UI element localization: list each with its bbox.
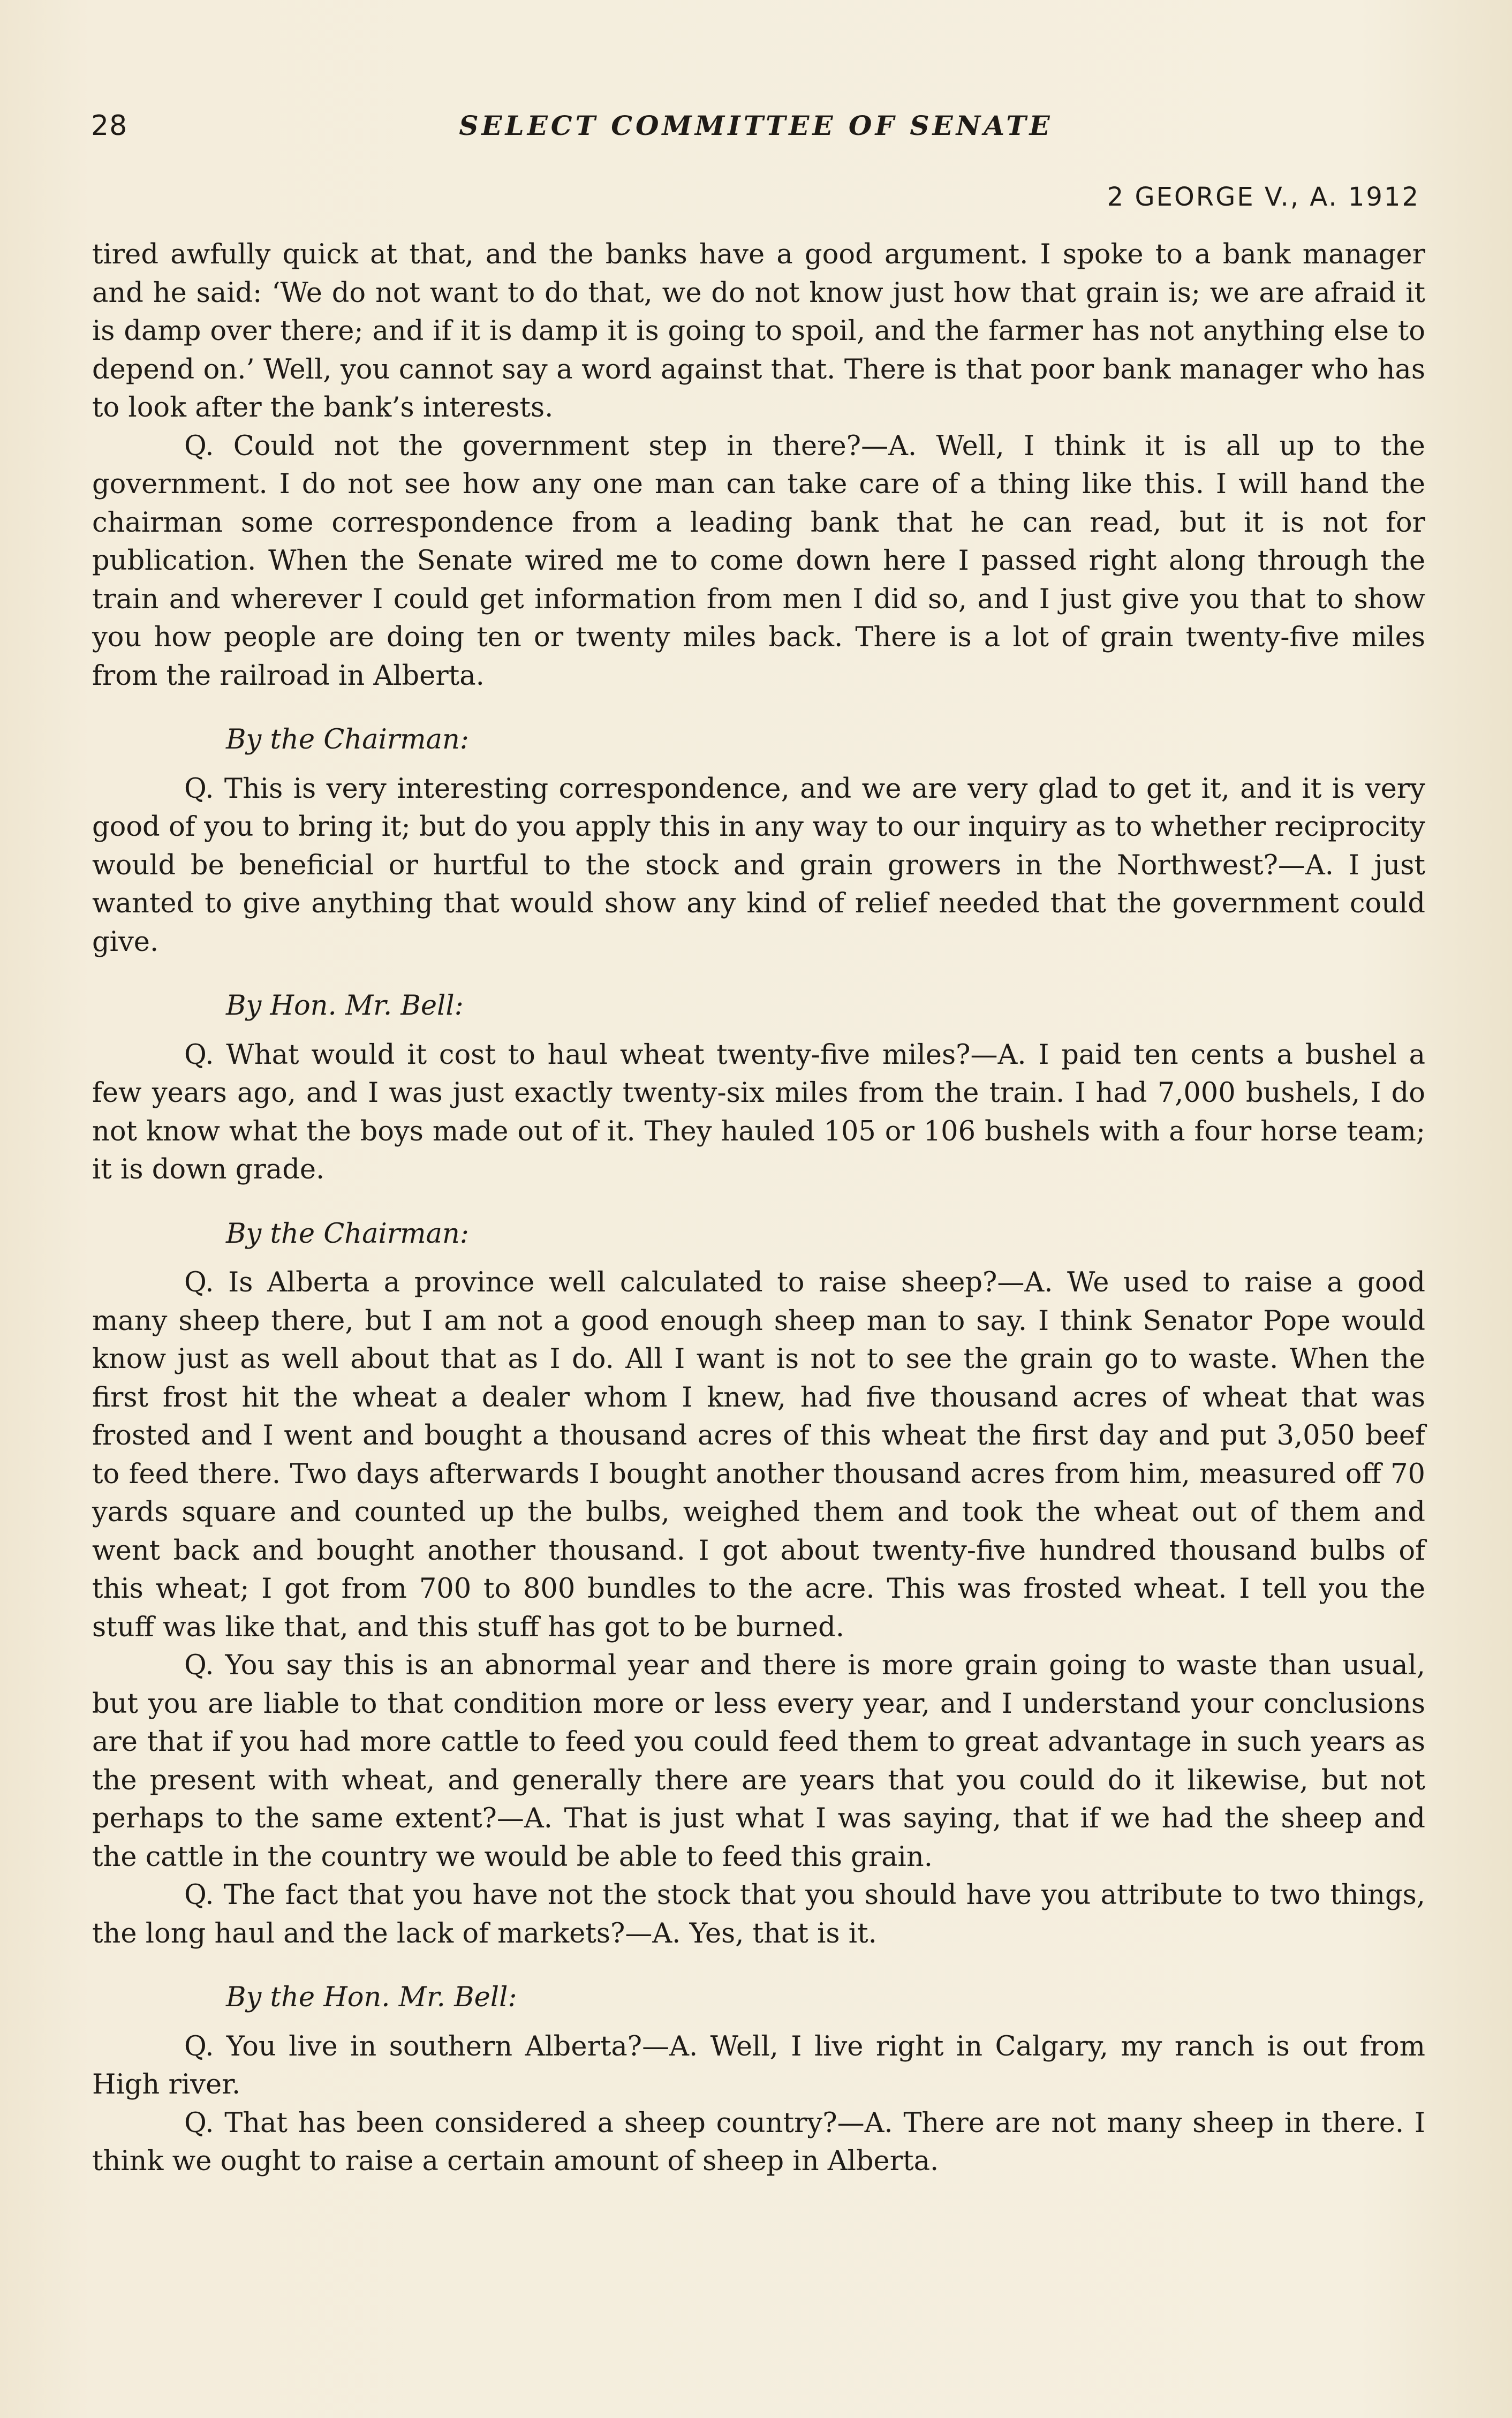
paragraph: Q. Could not the government step in there?—A. Well, I think it is all up to the government. I do not see how any one man can take care of a thing like this. I will hand the chairman some correspondence from a leading bank that he can read, but it is not for publication. When the Senate wired me to come down here I passed right along through the train and wherever I could get information from men I did so, and I just give you that to show you how people are doing ten or twenty miles back. There is a lot of grain twenty-five miles from the railroad in Alberta. (92, 430, 1425, 692)
paragraph: Q. You say this is an abnormal year and there is more grain going to waste than usual, but you are liable to that condition more or less every year, and I understand your conclusions are that if you had more cattle to feed you could feed them to great advantage in such years as the present with wheat, and generally there are years that you could do it likewise, but not perhaps to the same extent?—A. That is just what I was saying, that if we had the sheep and the cattle in the country we would be able to feed this grain. (92, 1650, 1425, 1873)
paragraph: Q. This is very interesting correspondence, and we are very glad to get it, and it is very good of you to bring it; but do you apply this in any way to our inquiry as to whether reciprocity would be beneficial or hurtful to the stock and grain growers in the Northwest?—A. I just wanted to give anything that would show any kind of relief needed that the government could give. (92, 773, 1425, 958)
paragraph: Q. That has been considered a sheep country?—A. There are not many sheep in there. I think we ought to raise a certain amount of sheep in Alberta. (92, 2107, 1425, 2177)
body-text (92, 236, 1425, 2181)
edition-line: 2 GEORGE V., A. 1912 (1107, 182, 1420, 212)
speaker-heading: By Hon. Mr. Bell: (226, 990, 464, 1022)
paragraph: tired awfully quick at that, and the banks have a good argument. I spoke to a bank manager and he said: ‘We do not want to do that, we do not know just how that grain is; we are afraid it is damp over there; and if it is damp it is going to spoil, and the farmer has not anything else to depend on.’ Well, you cannot say a word against that. There is that poor bank manager who has to look after the bank’s interests. (92, 239, 1425, 424)
paragraph: Q. What would it cost to haul wheat twenty-five miles?—A. I paid ten cents a bushel a few years ago, and I was just exactly twenty-six miles from the train. I had 7,000 bushels, I do not know what the boys made out of it. They hauled 105 or 106 bushels with a four horse team; it is down grade. (92, 1039, 1425, 1185)
speaker-heading: By the Chairman: (226, 1218, 469, 1250)
paragraph: Q. Is Alberta a province well calculated to raise sheep?—A. We used to raise a good many sheep there, but I am not a good enough sheep man to say. I think Senator Pope would know just as well about that as I do. All I want is not to see the grain go to waste. When the first frost hit the wheat a dealer whom I knew, had five thousand acres of wheat that was frosted and I went and bought a thousand acres of this wheat the first day and put 3,050 beef to feed there. Two days afterwards I bought another thousand acres from him, measured off 70 yards square and counted up the bulbs, weighed them and took the wheat out of them and went back and bought another thousand. I got about twenty-five hundred thousand bulbs of this wheat; I got from 700 to 800 bundles to the acre. This was frosted wheat. I tell you the stuff was like that, and this stuff has got to be burned. (92, 1267, 1425, 1643)
speaker-heading: By the Hon. Mr. Bell: (226, 1982, 517, 2013)
running-title: SELECT COMMITTEE OF SENATE (459, 110, 1053, 141)
paragraph: Q. The fact that you have not the stock that you should have you attribute to two things, the long haul and the lack of markets?—A. Yes, that is it. (92, 1879, 1425, 1949)
paragraph: Q. You live in southern Alberta?—A. Well, I live right in Calgary, my ranch is out from High river. (92, 2030, 1425, 2100)
page-number: 28 (91, 110, 128, 142)
speaker-heading: By the Chairman: (226, 724, 469, 755)
